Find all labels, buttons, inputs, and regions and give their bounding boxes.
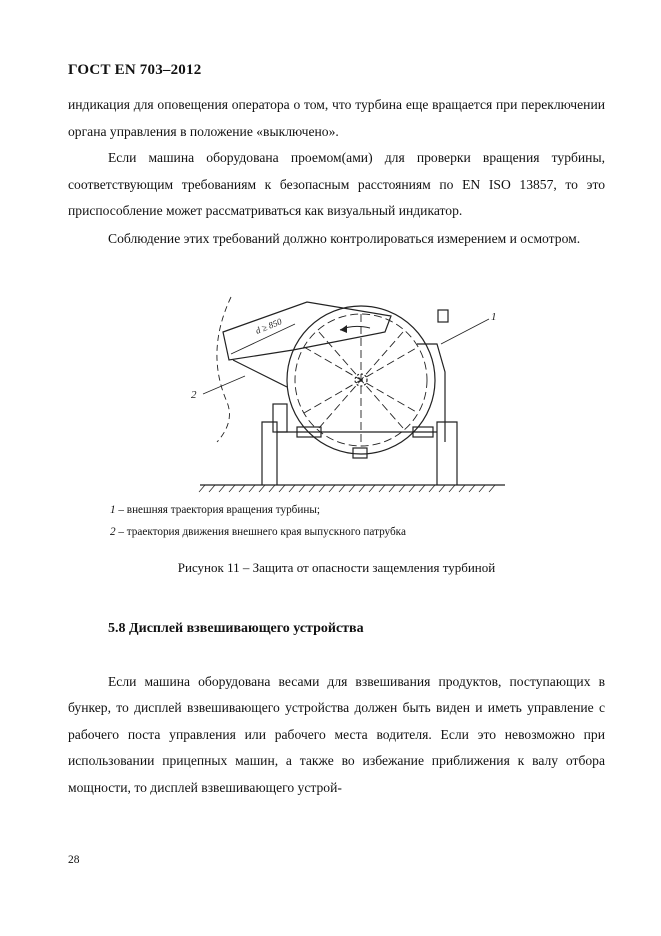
side-bracket [273, 404, 287, 432]
paragraph-continuation: индикация для оповещения оператора о том, что турбина еще вращается при переключении органа управления в положение «выключено». [68, 97, 605, 139]
ground-hatching [199, 485, 495, 492]
turbine-spokes [304, 314, 418, 446]
right-frame-leg [437, 422, 457, 485]
turbine-diagram [191, 292, 515, 497]
callout-2-label: 2 [191, 389, 197, 401]
legend-item-1 [110, 504, 320, 516]
discharge-chute [223, 302, 391, 360]
legend-item-2-number: 2 [110, 526, 116, 538]
legend-item-1-text: – внешняя траектория вращения турбины; [115, 504, 320, 516]
paragraph-weighing-display: Если машина оборудована весами для взвешивания продуктов, поступающих в бункер, то дисплей взвешивающего устройства должен быть виден и иметь управление с рабочего поста управления или рабочего места водителя. Если это невозможно при использовании прицепных машин, а также во избежание приближения к валу отбора мощности, то дисплей взвешивающего устрой- [68, 674, 605, 795]
legend-item-1-number: 1 [110, 504, 116, 516]
paragraph-compliance: Соблюдение этих требований должно контролироваться измерением и осмотром. [108, 231, 581, 246]
document-header: ГОСТ EN 703–2012 [68, 62, 202, 78]
callout-1-label: 1 [491, 311, 497, 323]
legend-item-2 [110, 526, 406, 538]
housing-top-block [438, 310, 448, 322]
callout-2-leader [203, 376, 245, 394]
paragraph-inspection-opening: Если машина оборудована проемом(ами) для проверки вращения турбины, соответствующим требованиям к безопасным расстояниям по EN ISO 13857, то это приспособление может рассматриваться как визуальный индикатор. [68, 150, 605, 218]
dimension-label: d ≥ 850 [254, 316, 284, 336]
page-number: 28 [68, 854, 80, 866]
figure-caption: Рисунок 11 – Защита от опасности защемления турбиной [177, 560, 496, 575]
lower-component-center [353, 448, 367, 458]
chute-edge-trajectory [217, 297, 231, 442]
legend-item-2-text: – траектория движения внешнего края выпускного патрубка [115, 526, 406, 538]
chute-lower-edge [233, 360, 287, 387]
section-heading: 5.8 Дисплей взвешивающего устройства [108, 621, 364, 636]
callout-1-leader [441, 319, 489, 344]
